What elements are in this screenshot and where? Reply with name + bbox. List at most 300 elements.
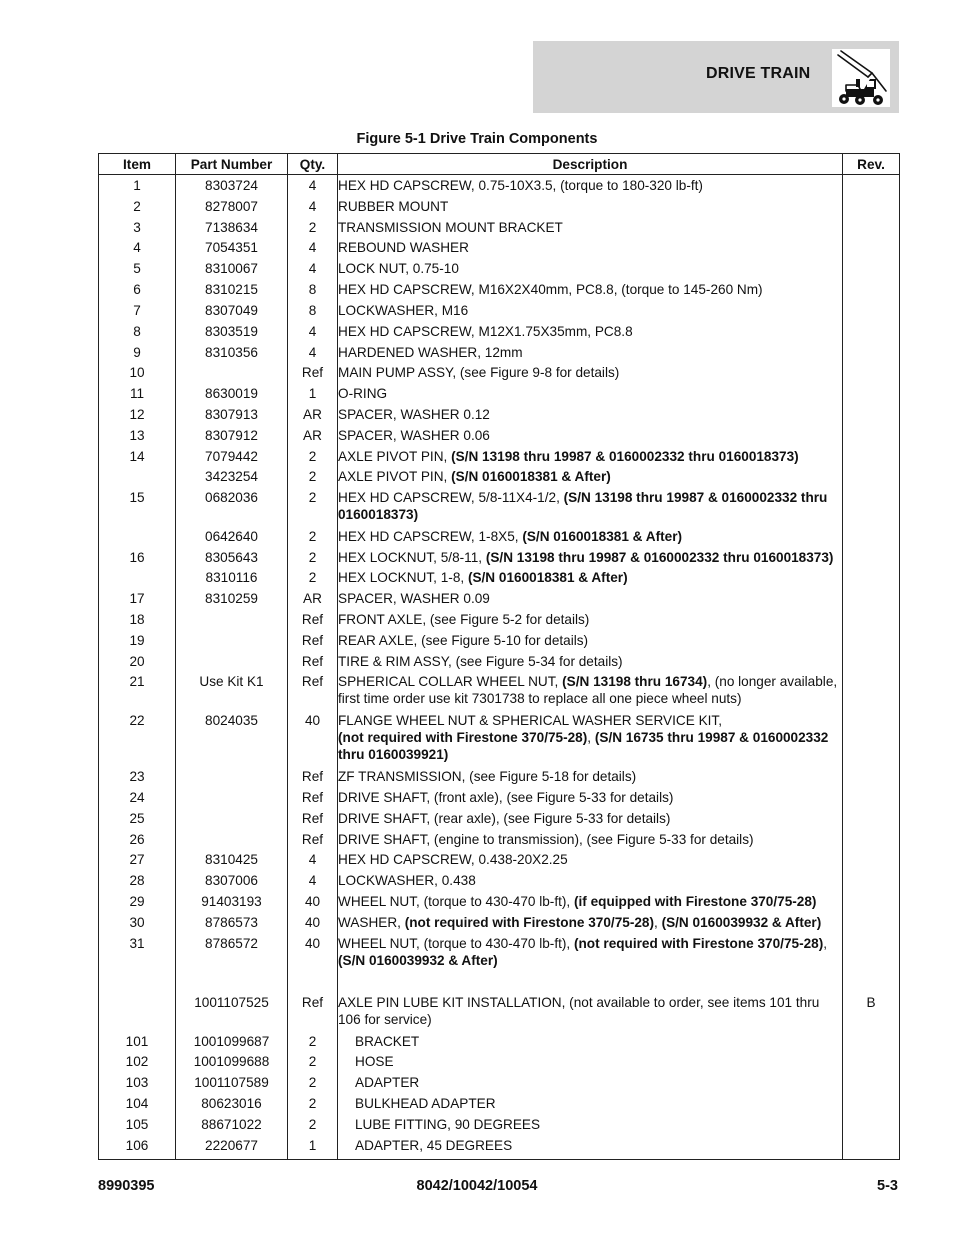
part-number-cell: 8310215 [176, 279, 288, 300]
rev-cell [843, 279, 900, 300]
qty-cell: 2 [288, 1093, 338, 1114]
description-text: HEX LOCKNUT, 5/8-11, [338, 549, 486, 565]
qty-cell: 4 [288, 321, 338, 342]
qty-cell: 4 [288, 258, 338, 279]
description-text: AXLE PIN LUBE KIT INSTALLATION, (not available to order, see items 101 thru 106 for service) [338, 995, 820, 1028]
part-number-cell [176, 609, 288, 630]
section-header [533, 41, 899, 113]
description-cell [338, 279, 843, 300]
qty-cell: 4 [288, 849, 338, 870]
description-serial-note: (if equipped with Firestone 370/75-28) [573, 894, 817, 909]
qty-cell: 40 [288, 710, 338, 766]
description-cell [338, 891, 843, 912]
item-cell: 27 [99, 849, 176, 870]
description-cell [338, 1093, 843, 1114]
description-text: ADAPTER, 45 DEGREES [355, 1137, 513, 1153]
table-row [99, 787, 900, 808]
qty-cell: Ref [288, 362, 338, 383]
description-text: LOCK NUT, 0.75-10 [338, 261, 459, 277]
description-text: HEX HD CAPSCREW, 0.438-20X2.25 [338, 852, 568, 868]
rev-cell [843, 487, 900, 526]
table-row [99, 547, 900, 568]
table-row [99, 849, 900, 870]
item-cell: 20 [99, 651, 176, 672]
part-number-cell [176, 787, 288, 808]
description-text: HOSE [355, 1054, 394, 1070]
table-row [99, 1072, 900, 1093]
description-cell [338, 588, 843, 609]
qty-cell: 2 [288, 1072, 338, 1093]
rev-cell [843, 1031, 900, 1052]
qty-cell: Ref [288, 808, 338, 829]
part-number-cell: 8307049 [176, 300, 288, 321]
table-row [99, 1114, 900, 1135]
qty-cell: AR [288, 588, 338, 609]
rev-cell [843, 425, 900, 446]
description-cell [338, 321, 843, 342]
item-cell: 25 [99, 808, 176, 829]
table-spacer-row [99, 971, 900, 992]
description-text: MAIN PUMP ASSY, (see Figure 9-8 for details) [338, 365, 620, 381]
table-row [99, 425, 900, 446]
table-row [99, 829, 900, 850]
qty-cell: Ref [288, 992, 338, 1031]
description-text: HARDENED WASHER, 12mm [338, 344, 523, 360]
table-row [99, 404, 900, 425]
description-cell [338, 808, 843, 829]
qty-cell: 4 [288, 342, 338, 363]
part-number-cell: 8310116 [176, 567, 288, 588]
filler-cell [288, 1156, 338, 1160]
description-serial-note: (S/N 0160039932 & After) [661, 914, 822, 930]
item-cell: 101 [99, 1031, 176, 1052]
description-text: HEX HD CAPSCREW, 1-8X5, [338, 528, 523, 544]
qty-cell: Ref [288, 651, 338, 672]
description-text: DRIVE SHAFT, (front axle), (see Figure 5-33 for details) [338, 789, 674, 805]
item-cell: 29 [99, 891, 176, 912]
qty-cell: 40 [288, 912, 338, 933]
item-cell [99, 992, 176, 1031]
description-text: FLANGE WHEEL NUT & SPHERICAL WASHER SERVICE KIT, [338, 712, 722, 728]
description-cell [338, 237, 843, 258]
qty-cell: Ref [288, 766, 338, 787]
column-header-rev: Rev. [843, 154, 900, 175]
table-row [99, 446, 900, 467]
part-number-cell: 1001107589 [176, 1072, 288, 1093]
part-number-cell: 8303724 [176, 175, 288, 196]
part-number-cell: 7138634 [176, 217, 288, 238]
description-text: DRIVE SHAFT, (engine to transmission), (see Figure 5-33 for details) [338, 831, 754, 847]
item-cell: 13 [99, 425, 176, 446]
table-row [99, 933, 900, 972]
column-header-part-number: Part Number [176, 154, 288, 175]
rev-cell [843, 175, 900, 196]
item-cell: 14 [99, 446, 176, 467]
description-cell [338, 849, 843, 870]
part-number-cell: 8786572 [176, 933, 288, 972]
qty-cell: 4 [288, 196, 338, 217]
figure-title: Figure 5-1 Drive Train Components [356, 131, 598, 147]
item-cell [99, 971, 176, 992]
rev-cell [843, 609, 900, 630]
description-cell [338, 870, 843, 891]
item-cell: 16 [99, 547, 176, 568]
description-serial-note: (S/N 13198 thru 19987 & 0160002332 thru 0160018373) [451, 448, 799, 464]
item-cell: 106 [99, 1135, 176, 1156]
description-text: RUBBER MOUNT [338, 198, 449, 214]
description-text: ADAPTER [355, 1075, 420, 1091]
description-text: HEX HD CAPSCREW, 5/8-11X4-1/2, [338, 490, 564, 506]
part-number-cell: 8307006 [176, 870, 288, 891]
part-number-cell: 3423254 [176, 466, 288, 487]
item-cell: 24 [99, 787, 176, 808]
qty-cell: 2 [288, 1051, 338, 1072]
qty-cell: 2 [288, 526, 338, 547]
description-text: AXLE PIVOT PIN, [338, 448, 452, 464]
part-number-cell [176, 808, 288, 829]
part-number-cell: 7079442 [176, 446, 288, 467]
rev-cell [843, 567, 900, 588]
description-cell [338, 383, 843, 404]
rev-cell [843, 1051, 900, 1072]
table-row [99, 1051, 900, 1072]
description-serial-note: (S/N 13198 thru 19987 & 0160002332 thru 0160018373) [485, 549, 834, 565]
item-cell: 26 [99, 829, 176, 850]
description-text: BULKHEAD ADAPTER [355, 1096, 496, 1112]
description-serial-note: (not required with Firestone 370/75-28) [404, 914, 654, 930]
description-text: SPHERICAL COLLAR WHEEL NUT, [338, 674, 563, 690]
table-row [99, 912, 900, 933]
part-number-cell: 2220677 [176, 1135, 288, 1156]
rev-cell [843, 912, 900, 933]
description-cell [338, 992, 843, 1031]
item-cell [99, 466, 176, 487]
qty-cell: 4 [288, 870, 338, 891]
qty-cell: 40 [288, 891, 338, 912]
rev-cell [843, 588, 900, 609]
column-header-qty: Qty. [288, 154, 338, 175]
qty-cell: 1 [288, 1135, 338, 1156]
description-text: WHEEL NUT, (torque to 430-470 lb-ft), [338, 894, 574, 909]
rev-cell [843, 342, 900, 363]
item-cell: 6 [99, 279, 176, 300]
qty-cell: 4 [288, 175, 338, 196]
item-cell: 22 [99, 710, 176, 766]
part-number-cell: 8786573 [176, 912, 288, 933]
part-number-cell [176, 362, 288, 383]
rev-cell [843, 870, 900, 891]
item-cell: 30 [99, 912, 176, 933]
item-cell: 3 [99, 217, 176, 238]
qty-cell: AR [288, 425, 338, 446]
rev-cell [843, 933, 900, 972]
item-cell: 2 [99, 196, 176, 217]
qty-cell: Ref [288, 609, 338, 630]
qty-cell: 8 [288, 279, 338, 300]
item-cell: 12 [99, 404, 176, 425]
description-text: REBOUND WASHER [338, 240, 469, 256]
rev-cell [843, 258, 900, 279]
qty-cell: Ref [288, 671, 338, 710]
description-cell [338, 1031, 843, 1052]
table-row [99, 992, 900, 1031]
part-number-cell: 8307912 [176, 425, 288, 446]
part-number-cell: 0642640 [176, 526, 288, 547]
description-cell [338, 425, 843, 446]
table-row [99, 217, 900, 238]
part-number-cell: 1001107525 [176, 992, 288, 1031]
item-cell: 1 [99, 175, 176, 196]
rev-cell [843, 526, 900, 547]
item-cell [99, 526, 176, 547]
description-cell [338, 1051, 843, 1072]
item-cell: 7 [99, 300, 176, 321]
table-row [99, 567, 900, 588]
parts-table [98, 153, 900, 1160]
rev-cell [843, 1114, 900, 1135]
rev-cell [843, 651, 900, 672]
description-cell [338, 526, 843, 547]
item-cell: 10 [99, 362, 176, 383]
part-number-cell: Use Kit K1 [176, 671, 288, 710]
description-text: AXLE PIVOT PIN, [338, 469, 452, 485]
description-text: WASHER, [338, 914, 405, 930]
description-text: HEX HD CAPSCREW, M16X2X40mm, PC8.8, (torque to 145-260 Nm) [338, 282, 763, 298]
part-number-cell [176, 829, 288, 850]
rev-cell [843, 383, 900, 404]
item-cell: 105 [99, 1114, 176, 1135]
part-number-cell: 8024035 [176, 710, 288, 766]
qty-cell: 2 [288, 446, 338, 467]
rev-cell [843, 671, 900, 710]
description-cell [338, 829, 843, 850]
rev-cell [843, 808, 900, 829]
description-text: LUBE FITTING, 90 DEGREES [355, 1116, 541, 1132]
qty-cell: 2 [288, 1031, 338, 1052]
part-number-cell: 7054351 [176, 237, 288, 258]
filler-cell [176, 1156, 288, 1160]
column-header-description: Description [338, 154, 843, 175]
table-row [99, 321, 900, 342]
table-row [99, 710, 900, 766]
table-row [99, 671, 900, 710]
qty-cell: 1 [288, 383, 338, 404]
item-cell: 17 [99, 588, 176, 609]
table-row [99, 651, 900, 672]
table-row [99, 300, 900, 321]
part-number-cell [176, 630, 288, 651]
rev-cell [843, 1072, 900, 1093]
footer-doc-number: 8990395 [98, 1178, 155, 1194]
footer-page-number: 5-3 [877, 1178, 898, 1194]
table-row [99, 466, 900, 487]
description-cell [338, 196, 843, 217]
table-row [99, 588, 900, 609]
table-filler-row [99, 1156, 900, 1160]
description-cell [338, 1072, 843, 1093]
description-text: LOCKWASHER, 0.438 [338, 873, 476, 889]
part-number-cell: 8310259 [176, 588, 288, 609]
rev-cell [843, 547, 900, 568]
item-cell: 4 [99, 237, 176, 258]
description-cell [338, 258, 843, 279]
table-row [99, 1135, 900, 1156]
description-text: TIRE & RIM ASSY, (see Figure 5-34 for details) [338, 653, 623, 669]
description-cell [338, 342, 843, 363]
description-serial-note: (not required with Firestone 370/75-28) [573, 935, 824, 951]
qty-cell: 2 [288, 466, 338, 487]
item-cell: 5 [99, 258, 176, 279]
description-cell [338, 446, 843, 467]
item-cell: 23 [99, 766, 176, 787]
description-serial-note: (S/N 13198 thru 16734) [562, 674, 708, 690]
item-cell: 11 [99, 383, 176, 404]
table-row [99, 891, 900, 912]
item-cell: 28 [99, 870, 176, 891]
rev-cell [843, 1135, 900, 1156]
description-text: , [587, 729, 595, 745]
table-row [99, 362, 900, 383]
description-text: SPACER, WASHER 0.09 [338, 591, 490, 607]
rev-cell [843, 787, 900, 808]
table-row [99, 766, 900, 787]
table-row [99, 237, 900, 258]
item-cell: 9 [99, 342, 176, 363]
description-text: REAR AXLE, (see Figure 5-10 for details) [338, 632, 589, 648]
table-row [99, 383, 900, 404]
description-text: WHEEL NUT, (torque to 430-470 lb-ft), [338, 935, 574, 951]
description-cell [338, 217, 843, 238]
description-cell [338, 547, 843, 568]
rev-cell [843, 196, 900, 217]
qty-cell: 8 [288, 300, 338, 321]
column-header-item: Item [99, 154, 176, 175]
rev-cell [843, 829, 900, 850]
rev-cell [843, 971, 900, 992]
part-number-cell: 8310067 [176, 258, 288, 279]
rev-cell [843, 300, 900, 321]
rev-cell [843, 362, 900, 383]
rev-cell [843, 849, 900, 870]
part-number-cell [176, 766, 288, 787]
part-number-cell: 1001099688 [176, 1051, 288, 1072]
description-text: , [654, 914, 662, 930]
telehandler-icon [832, 49, 890, 107]
description-text: DRIVE SHAFT, (rear axle), (see Figure 5-33 for details) [338, 810, 671, 826]
qty-cell: 40 [288, 933, 338, 972]
qty-cell: 2 [288, 547, 338, 568]
part-number-cell: 91403193 [176, 891, 288, 912]
part-number-cell: 8278007 [176, 196, 288, 217]
qty-cell: 2 [288, 487, 338, 526]
description-cell [338, 787, 843, 808]
description-cell [338, 1114, 843, 1135]
item-cell: 102 [99, 1051, 176, 1072]
part-number-cell: 1001099687 [176, 1031, 288, 1052]
table-row [99, 258, 900, 279]
item-cell: 21 [99, 671, 176, 710]
description-serial-note: (S/N 0160018381 & After) [522, 528, 683, 544]
table-row [99, 1031, 900, 1052]
filler-cell [843, 1156, 900, 1160]
qty-cell [288, 971, 338, 992]
part-number-cell [176, 971, 288, 992]
part-number-cell: 8307913 [176, 404, 288, 425]
qty-cell: 2 [288, 1114, 338, 1135]
item-cell: 8 [99, 321, 176, 342]
part-number-cell: 8305643 [176, 547, 288, 568]
item-cell: 15 [99, 487, 176, 526]
rev-cell [843, 891, 900, 912]
part-number-cell [176, 651, 288, 672]
table-row [99, 279, 900, 300]
description-cell [338, 971, 843, 992]
part-number-cell: 8310356 [176, 342, 288, 363]
rev-cell [843, 321, 900, 342]
description-cell [338, 912, 843, 933]
table-row [99, 630, 900, 651]
description-text: , [823, 935, 828, 951]
table-row [99, 609, 900, 630]
description-cell [338, 671, 843, 710]
part-number-cell: 80623016 [176, 1093, 288, 1114]
part-number-cell: 8303519 [176, 321, 288, 342]
description-cell [338, 404, 843, 425]
table-row [99, 808, 900, 829]
item-cell: 31 [99, 933, 176, 972]
description-serial-note: (S/N 13198 thru 19987 & 0160002332 thru 0160018373) [338, 490, 828, 523]
rev-cell [843, 466, 900, 487]
footer-models: 8042/10042/10054 [416, 1178, 538, 1194]
rev-cell [843, 1093, 900, 1114]
item-cell: 19 [99, 630, 176, 651]
part-number-cell: 88671022 [176, 1114, 288, 1135]
description-cell [338, 933, 843, 972]
description-cell [338, 466, 843, 487]
section-title: DRIVE TRAIN [706, 65, 811, 82]
part-number-cell: 8310425 [176, 849, 288, 870]
table-row [99, 175, 900, 196]
qty-cell: 4 [288, 237, 338, 258]
description-cell [338, 630, 843, 651]
description-serial-note: (S/N 0160018381 & After) [467, 570, 628, 586]
rev-cell [843, 630, 900, 651]
description-cell [338, 567, 843, 588]
description-text: SPACER, WASHER 0.06 [338, 427, 490, 443]
description-cell [338, 766, 843, 787]
table-row [99, 870, 900, 891]
description-cell [338, 487, 843, 526]
description-text: HEX LOCKNUT, 1-8, [338, 570, 468, 586]
rev-cell [843, 766, 900, 787]
table-row [99, 342, 900, 363]
description-cell [338, 609, 843, 630]
item-cell: 18 [99, 609, 176, 630]
qty-cell: 2 [288, 567, 338, 588]
description-cell [338, 1135, 843, 1156]
qty-cell: AR [288, 404, 338, 425]
qty-cell: Ref [288, 630, 338, 651]
rev-cell [843, 710, 900, 766]
description-serial-note: (S/N 0160018381 & After) [451, 469, 611, 485]
qty-cell: Ref [288, 787, 338, 808]
table-row [99, 526, 900, 547]
rev-cell [843, 404, 900, 425]
description-text: ZF TRANSMISSION, (see Figure 5-18 for details) [338, 769, 637, 785]
description-cell [338, 300, 843, 321]
description-cell [338, 651, 843, 672]
item-cell [99, 567, 176, 588]
